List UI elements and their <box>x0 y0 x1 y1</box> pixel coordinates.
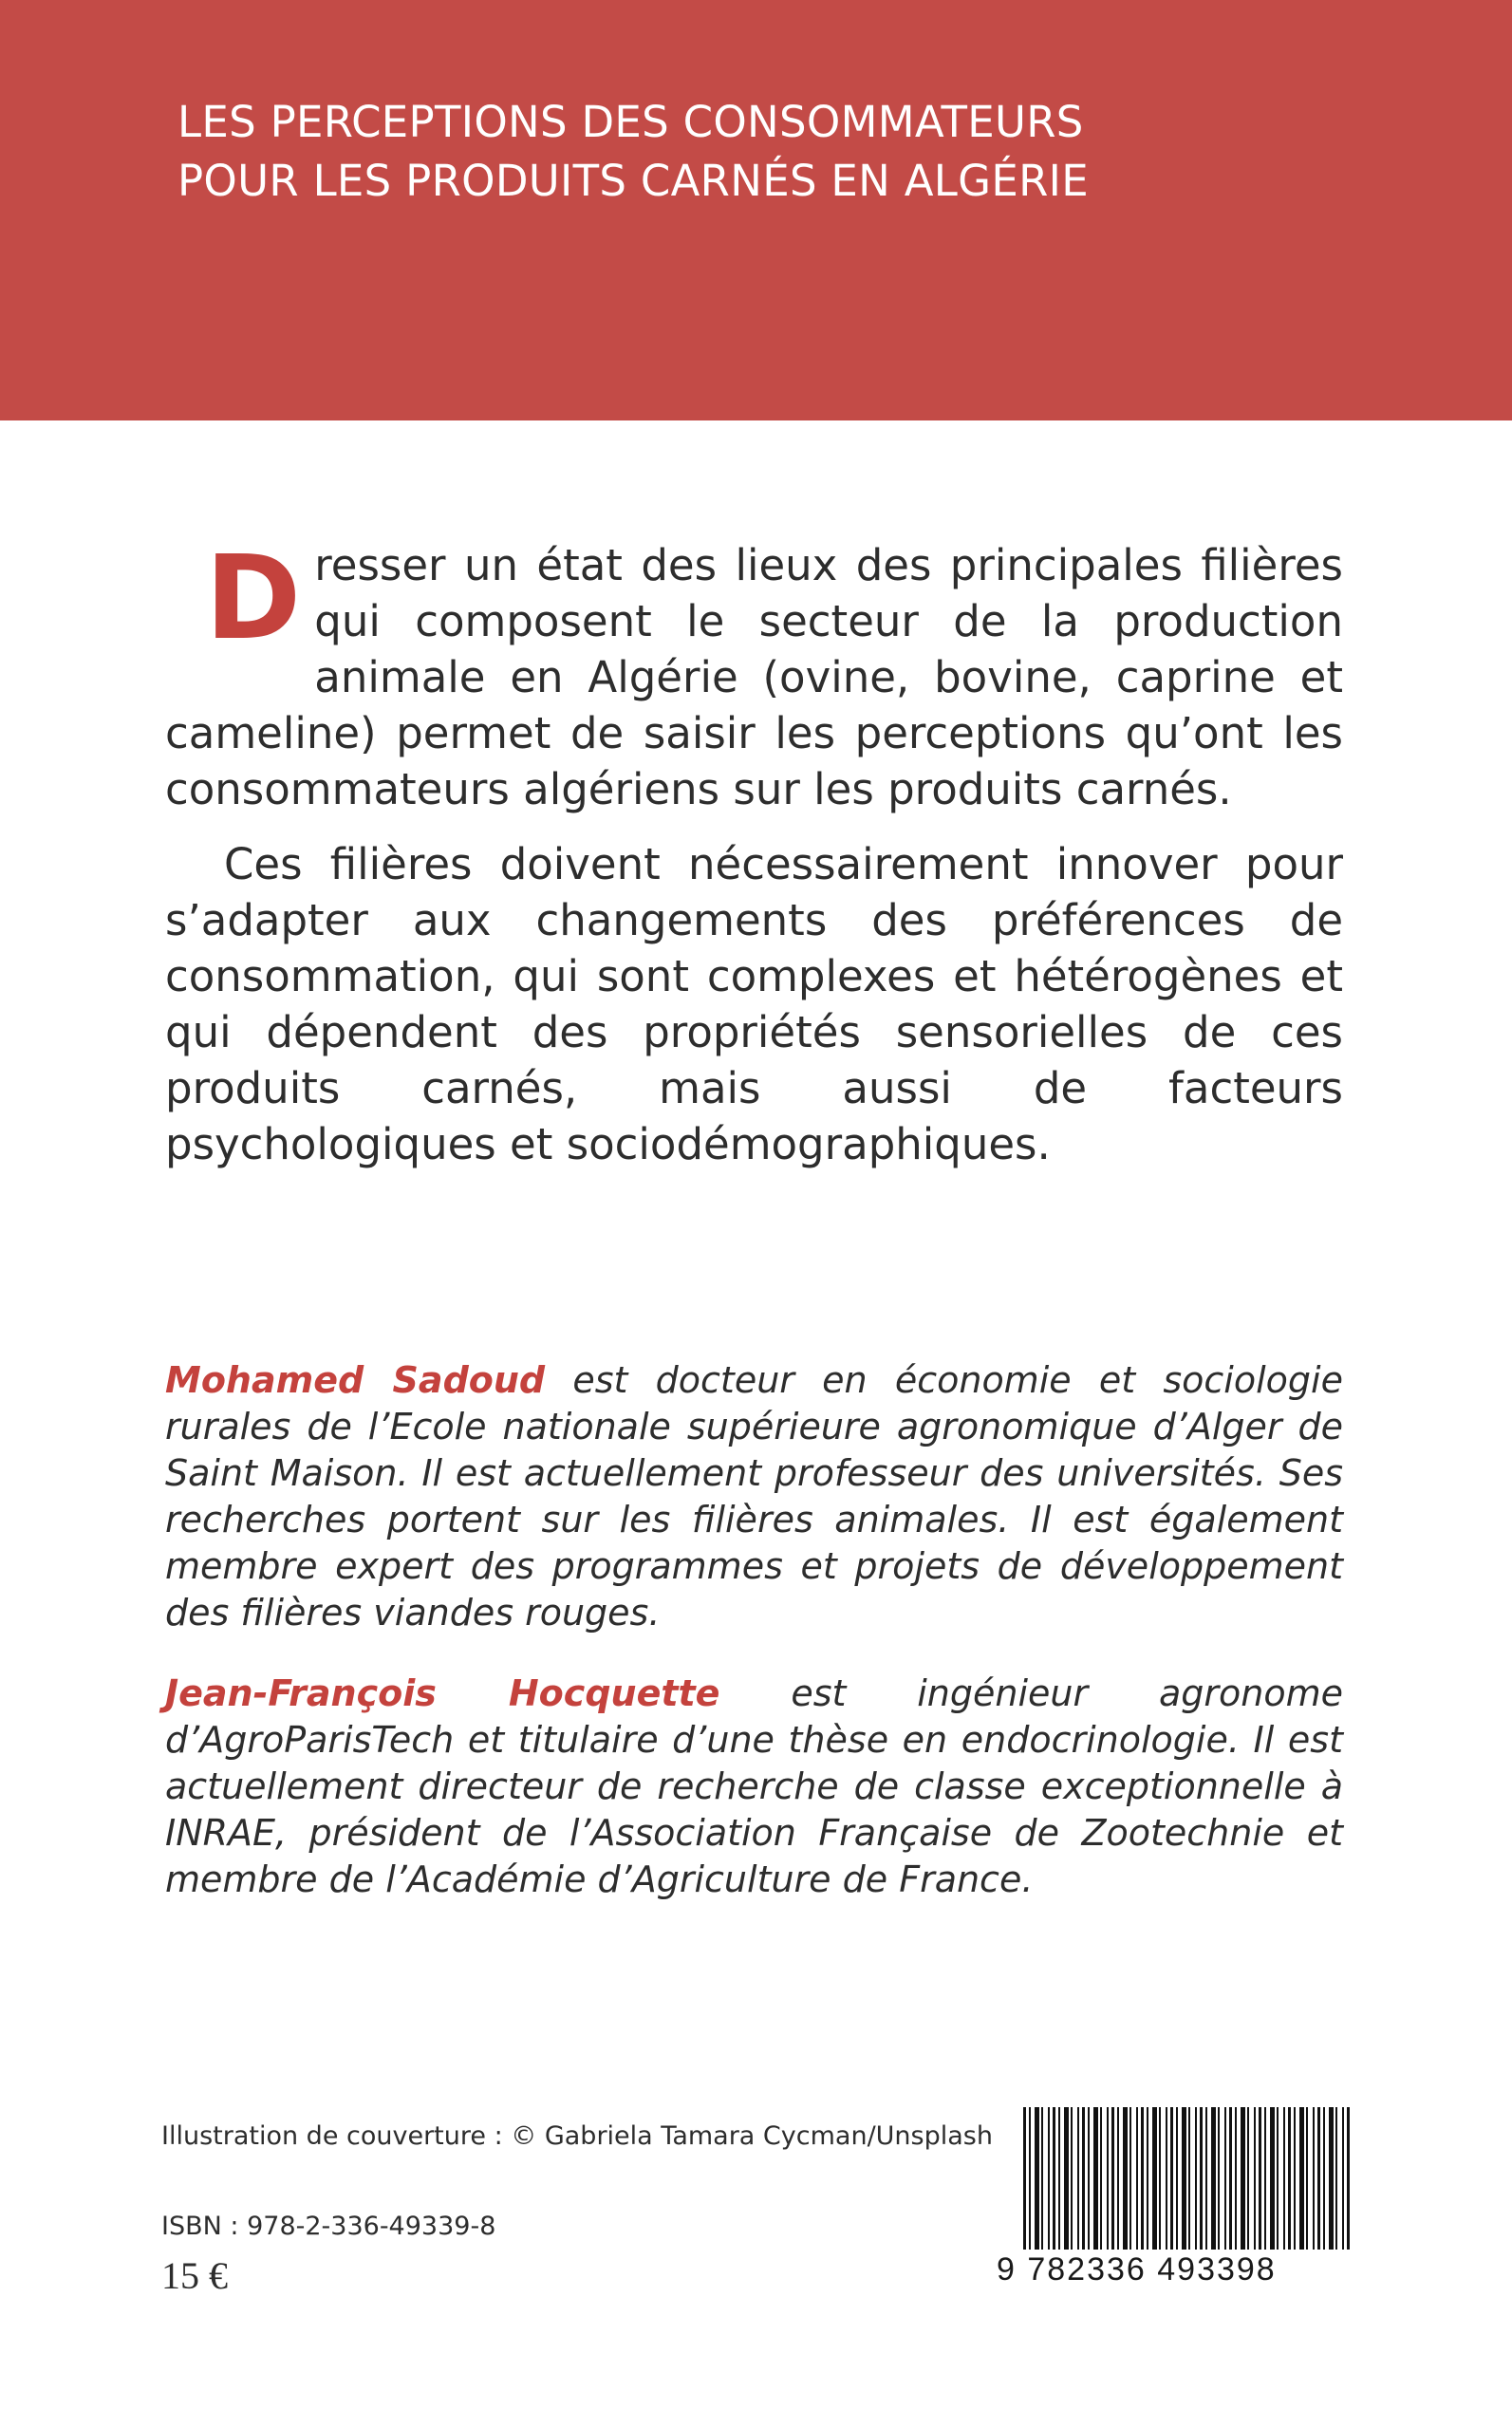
cover-illustration-credit: Illustration de couverture : © Gabriela Tamara Cycman/Unsplash <box>161 2121 993 2151</box>
description-paragraph-1 <box>165 531 1343 817</box>
title-banner <box>0 0 1512 420</box>
author-bio-text-2: est ingénieur agronome d’AgroParisTech et titulaire d’une thèse en endocrinologie. Il est actuellement directeur de recherche de classe exceptionnelle à INRAE, président de l’Association Française de Zootechnie et membre de l’Académie d’Agriculture de France. <box>165 1672 1343 1900</box>
description-paragraph-1-text: resser un état des lieux des principales filières qui composent le secteur de la production animale en Algérie (ovine, bovine, caprine et cameline) permet de saisir les perceptions qu’ont les consommateurs algériens sur les produits carnés. <box>165 540 1343 814</box>
title-line-2: POUR LES PRODUITS CARNÉS EN ALGÉRIE <box>177 156 1089 206</box>
author-bio-1 <box>165 1357 1343 1636</box>
book-title <box>177 93 1364 211</box>
isbn: ISBN : 978-2-336-49339-8 <box>161 2212 496 2241</box>
description-paragraph-2: Ces filières doivent nécessairement innover pour s’adapter aux changements des préférences de consommation, qui sont complexes et hétérogènes et qui dépendent des propriétés sensorielles de ces produits carnés, mais aussi de facteurs psychologiques et sociodémographiques. <box>165 839 1343 1169</box>
price: 15 € <box>161 2254 228 2297</box>
barcode-number: 9 782336 493398 <box>997 2251 1277 2288</box>
book-description <box>165 531 1343 1172</box>
author-bio-text-1: est docteur en économie et sociologie rurales de l’Ecole nationale supérieure agronomique d’Alger de Saint Maison. Il est actuellement professeur des universités. Ses recherches portent sur les filières animales. Il est également membre expert des programmes et projets de développement des filières viandes rouges. <box>165 1359 1343 1634</box>
author-bio-2 <box>165 1671 1343 1903</box>
drop-cap: D <box>205 531 302 665</box>
author-name-1: Mohamed Sadoud <box>165 1359 546 1401</box>
title-line-1: LES PERCEPTIONS DES CONSOMMATEURS <box>177 97 1084 147</box>
author-name-2: Jean-François Hocquette <box>165 1672 720 1714</box>
barcode-icon <box>1023 2107 1351 2250</box>
